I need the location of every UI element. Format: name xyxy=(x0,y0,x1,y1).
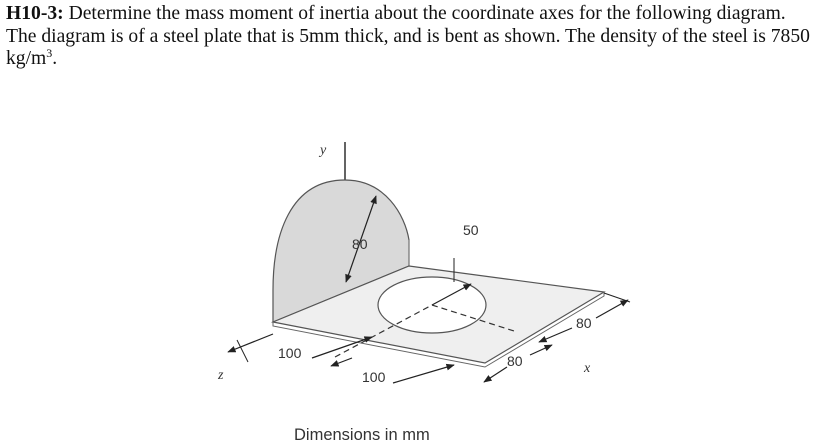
axis-label-z: z xyxy=(218,368,224,383)
axis-label-y: y xyxy=(320,143,327,158)
axis-label-x: x xyxy=(584,361,591,376)
dim-line-bottom-80 xyxy=(484,367,507,382)
dim-extension-left xyxy=(237,340,248,362)
problem-text: Determine the mass moment of inertia about the coordinate axes for the following diagram. The diagram is of a steel plate that is 5mm thick, and is bent as shown. The density of the steel is 7850 kg/m xyxy=(6,3,810,69)
dim-line-bottom-100 xyxy=(331,358,352,366)
dim-100-left: 100 xyxy=(278,345,302,361)
dim-line-right-80b xyxy=(596,300,628,318)
dim-line-bottom-100b xyxy=(393,365,454,383)
problem-text-end: . xyxy=(52,48,58,69)
dim-line-right-80 xyxy=(539,328,572,342)
dim-line-bottom-80b xyxy=(530,345,552,355)
dim-extension-right xyxy=(604,293,630,302)
dim-80-semicircle: 80 xyxy=(352,236,368,252)
unit-exponent: 3 xyxy=(46,46,53,60)
dim-80-bottom: 80 xyxy=(507,353,523,369)
dim-50-hole: 50 xyxy=(463,222,479,238)
dim-80-right: 80 xyxy=(576,315,592,331)
figure-caption: Dimensions in mm xyxy=(294,426,430,444)
problem-number: H10-3: xyxy=(6,3,64,24)
dim-line-left-100 xyxy=(228,334,273,352)
dim-line-left-100b xyxy=(312,337,372,358)
dim-100-bottom: 100 xyxy=(362,369,386,385)
